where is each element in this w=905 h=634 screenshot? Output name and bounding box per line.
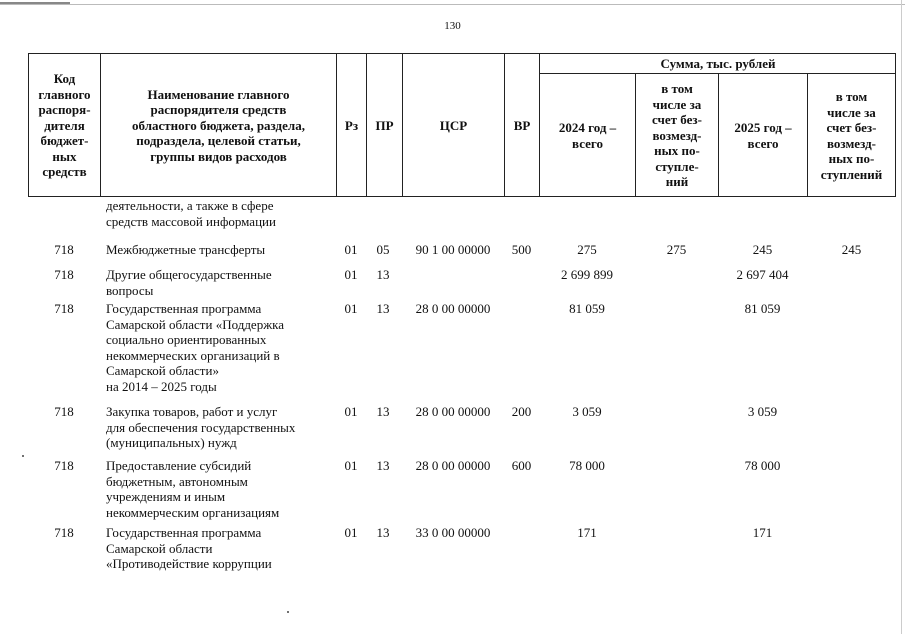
table-row [28,404,896,458]
cell-csr: 90 1 00 00000 [415,242,491,257]
header-2025-free [808,74,895,197]
cell-2025-total: 245 [752,242,773,257]
cell-code: 718 [54,267,74,282]
table-row [28,242,896,267]
text-line: возмезд- [652,127,702,143]
header-2025-free-text [821,89,883,182]
cell-rz: 01 [344,458,358,473]
cell-csr: 33 0 00 00000 [415,525,491,540]
cell-pr: 13 [376,525,390,540]
header-code [29,54,101,197]
text-line: Самарской области» [106,363,219,378]
text-line: всего [572,135,603,151]
text-line: деятельности, а также в сфере [106,198,274,213]
header-2024-total-text [559,120,616,151]
text-line: числе за [827,104,876,120]
cell-2025-free: 245 [841,242,862,257]
text-line: 2024 год – [558,120,617,135]
cell-pr: 13 [376,458,390,473]
text-line: Код [53,71,76,87]
cell-name [106,458,338,520]
cell-code: 718 [54,301,74,316]
text-line: областного бюджета, раздела, [132,117,305,133]
header-name-text [132,87,305,165]
cell-2024-total: 3 059 [572,404,602,419]
text-line: средств [42,164,87,180]
header-2025-total [719,74,808,197]
cell-2024-total: 2 699 899 [561,267,613,282]
text-line: социально ориентированных [106,332,267,347]
scan-right-edge [901,0,902,634]
cell-pr: 13 [376,301,390,316]
cell-rz: 01 [344,242,358,257]
text-line: бюджет- [40,133,89,149]
text-line: Государственная программа [106,525,262,540]
text-line: в том [661,81,693,97]
cell-2024-total: 171 [577,525,597,540]
cell-2024-total: 81 059 [569,301,605,316]
text-line: группы видов расходов [150,148,287,164]
text-line: ных по- [828,151,875,166]
text-line: всего [747,135,779,151]
text-line: на 2014 – 2025 годы [106,378,217,394]
text-line: счет без- [652,112,702,128]
table-row [28,458,896,525]
cell-rz: 01 [344,404,358,419]
cell-csr: 28 0 00 00000 [415,301,491,316]
cell-name [106,267,338,298]
text-line: Государственная программа [106,301,262,316]
text-line: для обеспечения государственных [106,419,296,435]
table-row [28,198,896,242]
text-line: учреждениям и иным [106,489,226,504]
table-row [28,301,896,404]
cell-2025-total: 171 [752,525,773,540]
cell-2024-total: 78 000 [569,458,605,473]
text-line: «Противодействие коррупции [106,556,272,571]
scan-speck [22,455,24,457]
cell-pr: 13 [376,404,390,419]
cell-pr: 13 [376,267,390,282]
text-line: Межбюджетные трансферты [106,242,266,257]
text-line: в том [835,89,868,104]
text-line: средств массовой информации [106,213,276,229]
table-body [28,198,896,575]
text-line: Самарской области «Поддержка [106,316,285,332]
cell-name [106,404,338,451]
cell-code: 718 [54,525,74,540]
text-line: счет без- [826,120,877,135]
cell-2025-total: 2 697 404 [736,267,789,282]
header-csr: ЦСР [403,54,505,197]
cell-name [106,301,338,394]
cell-csr: 28 0 00 00000 [415,458,491,473]
text-line: бюджетным, автономным [106,473,248,489]
text-line: ных [52,148,77,164]
text-line: ступле- [655,158,699,174]
text-line: ний [665,174,689,190]
cell-name [106,198,338,229]
text-line: вопросы [106,282,154,298]
table-header [28,53,896,197]
header-pr: ПР [367,54,403,197]
cell-vr: 600 [511,458,532,473]
header-rz: Рз [337,54,367,197]
cell-2025-total: 3 059 [747,404,778,419]
cell-name [106,525,338,572]
header-2024-free [636,74,719,197]
text-line: главного [38,86,91,102]
cell-code: 718 [54,242,74,257]
text-line: числе за [652,96,702,112]
page-number: 130 [444,20,461,32]
text-line: (муниципальных) нужд [106,435,237,450]
text-line: Другие общегосударственные [106,267,272,282]
text-line: распорядителя средств [150,102,287,118]
table-row [28,525,896,575]
scan-edge-line [0,4,905,5]
header-vr: ВР [505,54,540,197]
header-code-text [38,71,90,180]
text-line: некоммерческих организаций в [106,347,280,363]
cell-csr: 28 0 00 00000 [415,404,491,419]
cell-rz: 01 [344,267,358,282]
text-line: Наименование главного [147,86,290,102]
text-line: дителя [44,117,85,133]
text-line: подраздела, целевой статьи, [136,133,301,149]
text-line: некоммерческим организациям [106,504,280,520]
scan-speck [287,611,289,613]
cell-rz: 01 [344,525,358,540]
header-2024-total [540,74,636,197]
text-line: распоря- [38,102,91,118]
cell-2025-total: 78 000 [744,458,781,473]
text-line: Закупка товаров, работ и услуг [106,404,278,419]
text-line: ных по- [654,143,700,159]
text-line: ступлений [820,166,883,182]
cell-rz: 01 [344,301,358,316]
cell-vr: 200 [511,404,532,419]
text-line: 2025 год – [734,120,792,135]
header-sum-title: Сумма, тыс. рублей [540,54,896,74]
text-line: возмезд- [826,135,876,151]
cell-pr: 05 [376,242,390,257]
header-name [101,54,337,197]
cell-code: 718 [54,404,74,419]
cell-2024-total: 275 [577,242,597,257]
cell-vr: 500 [511,242,532,257]
table-row [28,267,896,301]
cell-name [106,242,338,258]
text-line: Предоставление субсидий [106,458,252,473]
text-line: Самарской области [106,540,213,556]
cell-2025-total: 81 059 [744,301,781,316]
header-2025-total-text [734,120,791,151]
cell-2024-free: 275 [666,242,687,257]
cell-code: 718 [54,458,74,473]
header-2024-free-text [652,81,702,190]
